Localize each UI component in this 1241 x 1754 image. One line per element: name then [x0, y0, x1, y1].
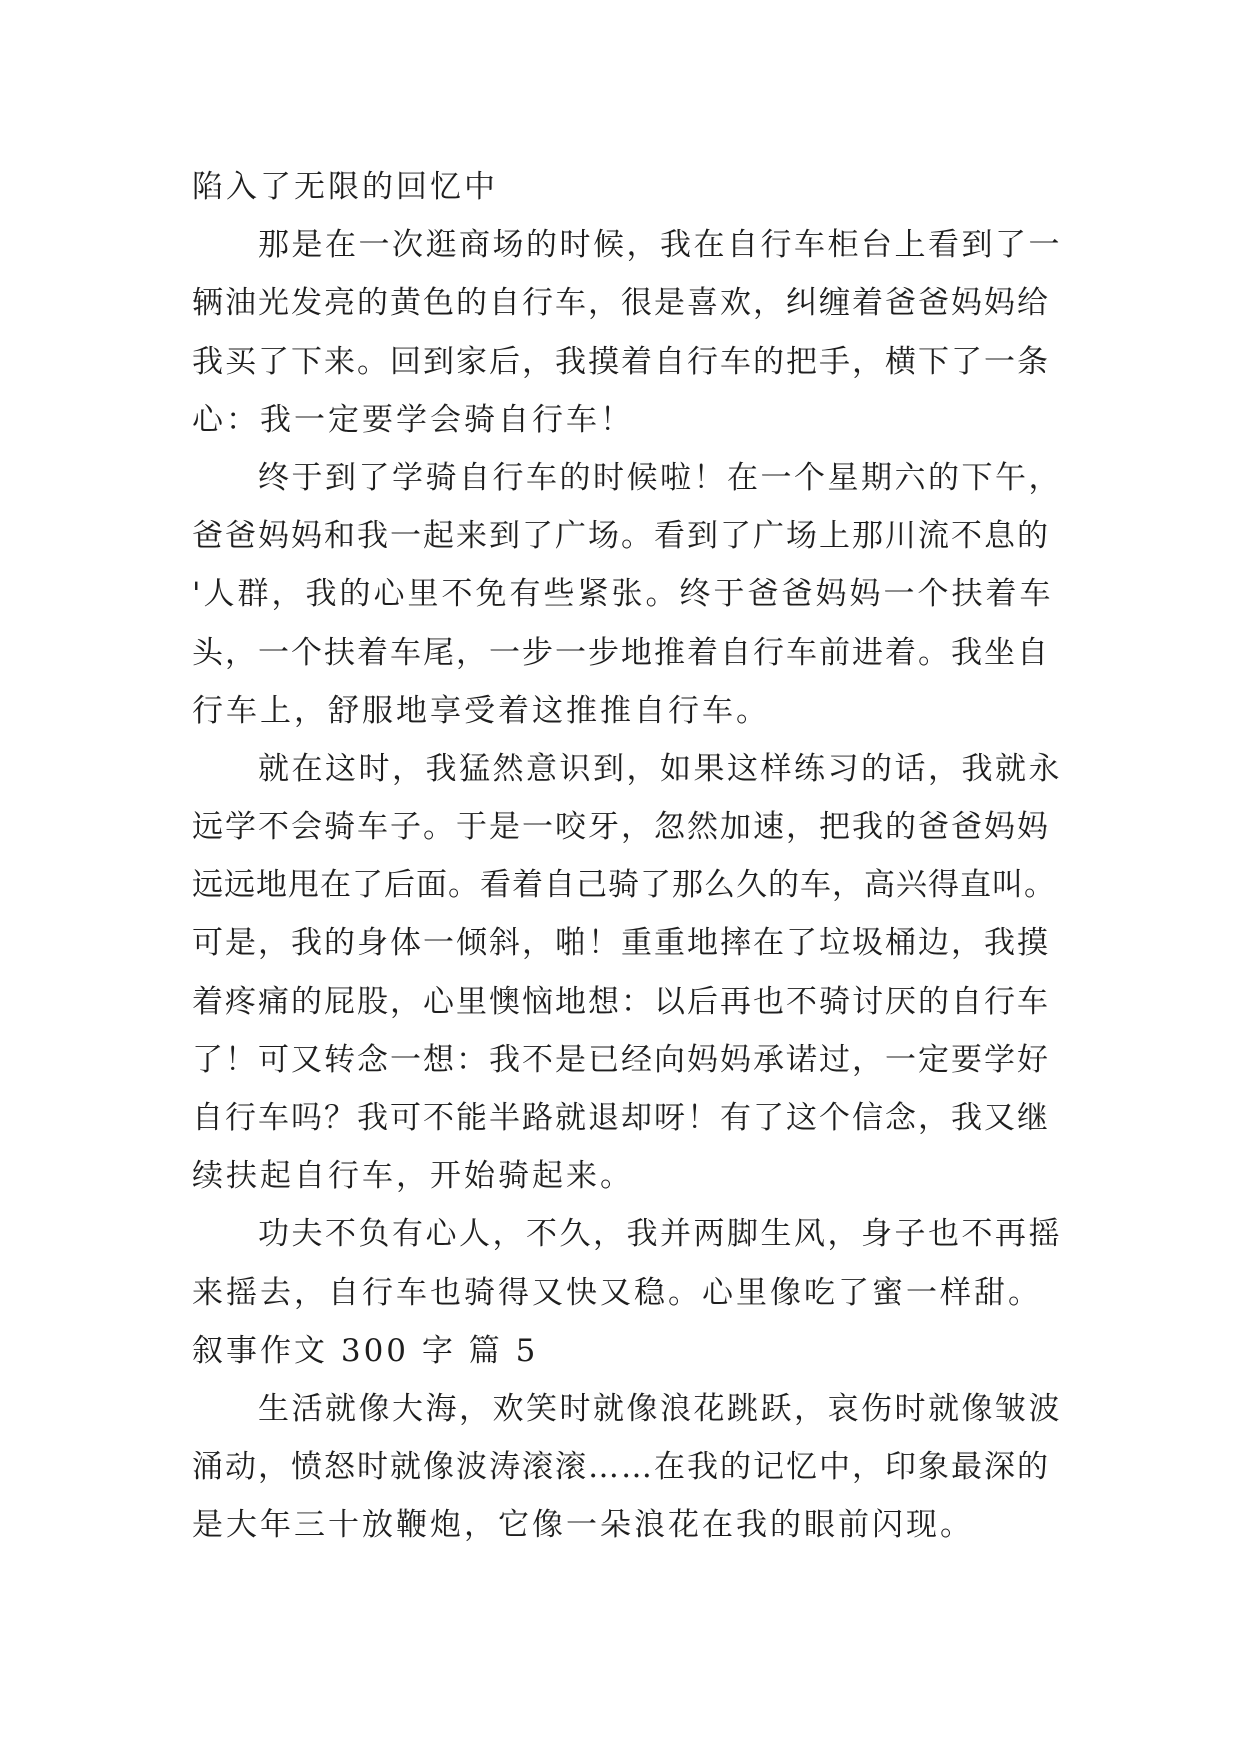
text-line: '人群，我的心里不免有些紧张。终于爸爸妈妈一个扶着车	[192, 576, 1054, 613]
paragraph-first-line: 就在这时，我猛然意识到，如果这样练习的话，我就永	[258, 750, 1062, 787]
text-line: 着疼痛的屁股，心里懊恼地想：以后再也不骑讨厌的自行车	[192, 983, 1050, 1020]
paragraph-first-line: 功夫不负有心人，不久，我并两脚生风，身子也不再摇	[258, 1216, 1062, 1253]
text-line: 远远地甩在了后面。看着自己骑了那么久的车，高兴得直叫。	[192, 867, 1056, 904]
text-line: 可是，我的身体一倾斜，啪！重重地摔在了垃圾桶边，我摸	[192, 925, 1050, 962]
text-line: 头，一个扶着车尾，一步一步地推着自行车前进着。我坐自	[192, 634, 1050, 671]
text-line: 我买了下来。回到家后，我摸着自行车的把手，横下了一条	[192, 343, 1050, 380]
text-line: 辆油光发亮的黄色的自行车，很是喜欢，纠缠着爸爸妈妈给	[192, 285, 1050, 322]
essay-body	[192, 158, 1062, 1555]
text-line: 叙事作文 300 字 篇 5	[192, 1332, 539, 1369]
text-line: 远学不会骑车子。于是一咬牙，忽然加速，把我的爸爸妈妈	[192, 809, 1050, 846]
text-line: 陷入了无限的回忆中	[192, 169, 498, 205]
text-line: 是大年三十放鞭炮，它像一朵浪花在我的眼前闪现。	[192, 1507, 974, 1544]
text-line: 涌动，愤怒时就像波涛滚滚……在我的记忆中，印象最深的	[192, 1449, 1050, 1486]
text-line: 行车上，舒服地享受着这推推自行车。	[192, 692, 770, 729]
paragraph-first-line: 终于到了学骑自行车的时候啦！在一个星期六的下午，	[258, 459, 1062, 496]
text-line: 爸爸妈妈和我一起来到了广场。看到了广场上那川流不息的	[192, 518, 1050, 555]
text-line: 续扶起自行车，开始骑起来。	[192, 1158, 634, 1195]
paragraph-first-line: 生活就像大海，欢笑时就像浪花跳跃，哀伤时就像皱波	[258, 1390, 1062, 1427]
text-line: 自行车吗？我可不能半路就退却呀！有了这个信念，我又继	[192, 1100, 1050, 1136]
text-line: 心：我一定要学会骑自行车！	[192, 401, 634, 438]
paragraph-first-line: 那是在一次逛商场的时候，我在自行车柜台上看到了一	[258, 227, 1062, 264]
text-line: 来摇去，自行车也骑得又快又稳。心里像吃了蜜一样甜。	[192, 1274, 1042, 1311]
text-line: 了！可又转念一想：我不是已经向妈妈承诺过，一定要学好	[192, 1041, 1050, 1078]
